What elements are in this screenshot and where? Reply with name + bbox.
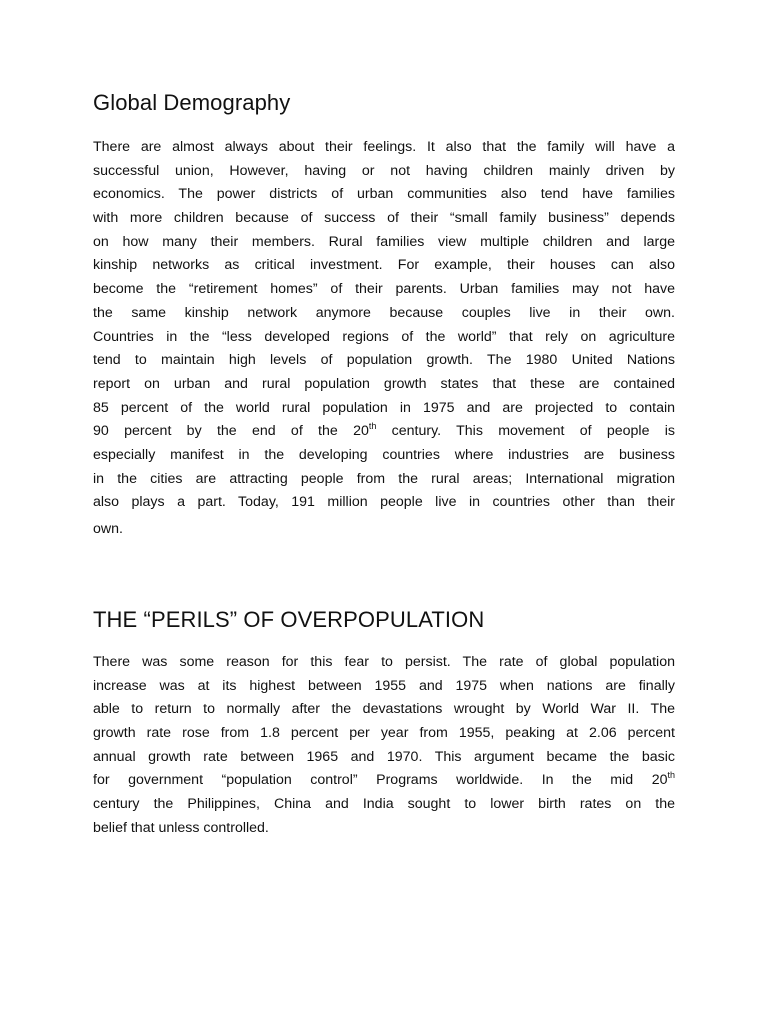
superscript: th bbox=[368, 421, 377, 432]
paragraph-line: in the cities are attracting people from the rural areas; International migration bbox=[93, 470, 675, 487]
paragraph-line: especially manifest in the developing countries where industries are business bbox=[93, 446, 675, 463]
paragraph-line: There was some reason for this fear to persist. The rate of global population bbox=[93, 654, 675, 670]
paragraph-line: on how many their members. Rural families view multiple children and large bbox=[93, 233, 675, 250]
paragraph-line: 85 percent of the world rural population in 1975 and are projected to contain bbox=[93, 399, 675, 416]
paragraph-line: belief that unless controlled. bbox=[93, 819, 269, 836]
paragraph-line: able to return to normally after the devastations wrought by World War II. The bbox=[93, 701, 675, 718]
paragraph-line: increase was at its highest between 1955 and 1975 when nations are finally bbox=[93, 677, 675, 694]
section-title-global-demography: Global Demography bbox=[93, 90, 291, 115]
paragraph-line: the same kinship network anymore because couples live in their own. bbox=[93, 304, 675, 321]
paragraph-line: Countries in the “less developed regions of the world” that rely on agriculture bbox=[93, 328, 675, 345]
paragraph-line: successful union, However, having or not having children mainly driven by bbox=[93, 162, 675, 179]
paragraph-line: own. bbox=[93, 521, 123, 537]
paragraph-line-with-superscript bbox=[93, 420, 675, 444]
paragraph-line: There are almost always about their feelings. It also that the family will have a bbox=[93, 139, 675, 155]
superscript: th bbox=[667, 770, 675, 781]
line-text: 90 percent by the end of the 20 bbox=[93, 423, 369, 440]
paragraph-line: annual growth rate between 1965 and 1970. This argument became the basic bbox=[93, 748, 675, 765]
paragraph-line: century the Philippines, China and India sought to lower birth rates on the bbox=[93, 796, 675, 813]
paragraph-line-with-superscript bbox=[93, 769, 675, 793]
paragraph-line: also plays a part. Today, 191 million people live in countries other than their bbox=[93, 494, 675, 511]
paragraph-line: economics. The power districts of urban communities also tend have families bbox=[93, 186, 675, 203]
paragraph-line: kinship networks as critical investment. For example, their houses can also bbox=[93, 257, 675, 274]
paragraph-line: tend to maintain high levels of population growth. The 1980 United Nations bbox=[93, 352, 675, 369]
paragraph-line: with more children because of success of their “small family business” depends bbox=[93, 210, 675, 227]
line-text: for government “population control” Programs worldwide. In the mid 20 bbox=[93, 772, 668, 789]
section-title-perils-of-overpopulation: THE “PERILS” OF OVERPOPULATION bbox=[93, 607, 485, 632]
paragraph-perils-of-overpopulation bbox=[93, 651, 675, 841]
paragraph-line: become the “retirement homes” of their parents. Urban families may not have bbox=[93, 281, 675, 298]
paragraph-line: report on urban and rural population growth states that these are contained bbox=[93, 375, 675, 392]
paragraph-line: growth rate rose from 1.8 percent per year from 1955, peaking at 2.06 percent bbox=[93, 725, 675, 742]
line-text: century. This movement of people is bbox=[376, 423, 675, 440]
paragraph-global-demography bbox=[93, 136, 675, 542]
